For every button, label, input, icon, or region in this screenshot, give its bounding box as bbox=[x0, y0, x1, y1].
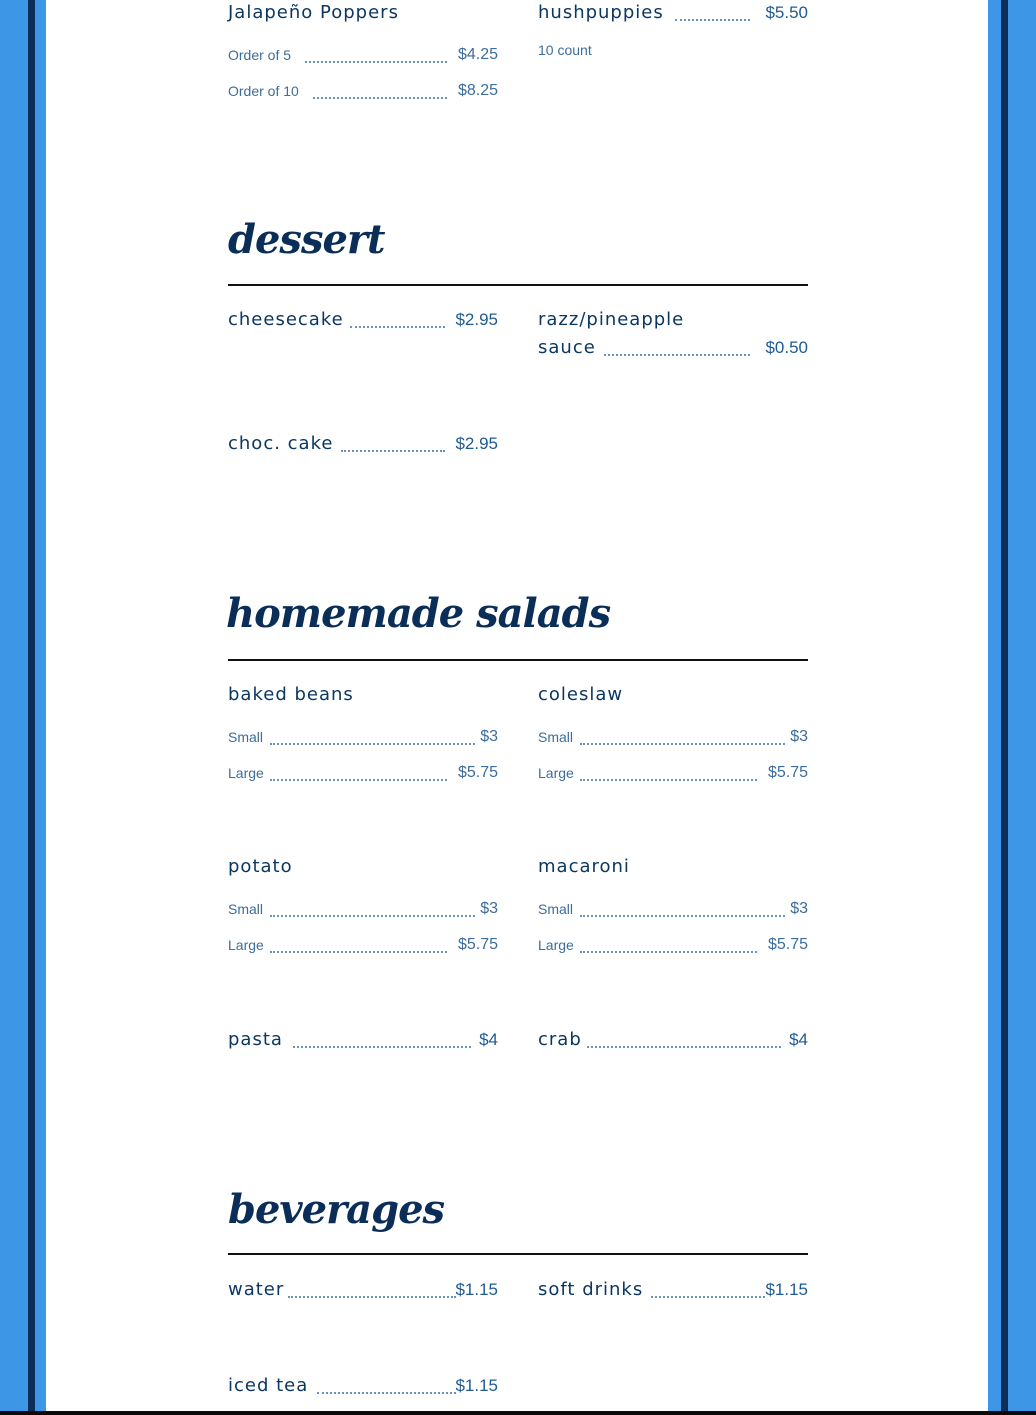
option-price: $5.75 bbox=[767, 764, 808, 781]
leader-dots bbox=[580, 951, 757, 953]
leader-dots bbox=[270, 779, 447, 781]
option-label: Small bbox=[228, 901, 264, 917]
bottom-edge bbox=[0, 1411, 1036, 1415]
right-border-outer bbox=[1008, 0, 1036, 1415]
option-price: $4.25 bbox=[457, 46, 498, 63]
left-border-inner bbox=[35, 0, 46, 1415]
item-price: $1.15 bbox=[455, 1280, 498, 1299]
item-name: water bbox=[228, 1279, 285, 1300]
item-price: $1.15 bbox=[455, 1376, 498, 1395]
item-price: $0.50 bbox=[765, 338, 808, 357]
item-name: baked beans bbox=[228, 684, 354, 705]
leader-dots bbox=[341, 450, 445, 452]
item-name-line2: sauce bbox=[538, 337, 596, 358]
option-price: $3 bbox=[790, 728, 808, 745]
item-name: coleslaw bbox=[538, 684, 624, 705]
leader-dots bbox=[587, 1046, 781, 1048]
item-name-line1: razz/pineapple bbox=[538, 309, 685, 330]
item-name: hushpuppies bbox=[538, 2, 664, 23]
leader-dots bbox=[313, 97, 447, 99]
item-price: $5.50 bbox=[765, 3, 808, 22]
section-divider bbox=[228, 659, 808, 661]
item-name: macaroni bbox=[538, 856, 630, 877]
option-price: $5.75 bbox=[457, 764, 498, 781]
option-label: Small bbox=[538, 901, 574, 917]
section-divider bbox=[228, 284, 808, 286]
leader-dots bbox=[317, 1392, 456, 1394]
item-name: soft drinks bbox=[538, 1279, 644, 1300]
item-price: $2.95 bbox=[455, 434, 498, 453]
leader-dots bbox=[305, 61, 447, 63]
item-name: cheesecake bbox=[228, 309, 344, 330]
option-price: $3 bbox=[790, 900, 808, 917]
section-title-dessert: dessert bbox=[228, 216, 385, 263]
leader-dots bbox=[604, 354, 750, 356]
left-border-stripe bbox=[28, 0, 35, 1415]
leader-dots bbox=[293, 1046, 471, 1048]
leader-dots bbox=[288, 1296, 456, 1298]
item-name: Jalapeño Poppers bbox=[228, 2, 399, 23]
section-title-salads: homemade salads bbox=[226, 590, 611, 637]
leader-dots bbox=[350, 326, 445, 328]
item-price: $1.15 bbox=[765, 1280, 808, 1299]
section-divider bbox=[228, 1253, 808, 1255]
item-name: crab bbox=[538, 1029, 582, 1050]
left-border-outer bbox=[0, 0, 28, 1415]
leader-dots bbox=[675, 19, 750, 21]
option-label: Order of 10 bbox=[228, 83, 299, 99]
option-price: $5.75 bbox=[767, 936, 808, 953]
item-price: $4 bbox=[479, 1030, 498, 1049]
option-label: Large bbox=[538, 937, 574, 953]
section-title-beverages: beverages bbox=[228, 1186, 445, 1233]
option-label: Large bbox=[538, 765, 574, 781]
item-name: potato bbox=[228, 856, 293, 877]
option-label: Large bbox=[228, 765, 264, 781]
item-price: $4 bbox=[789, 1030, 808, 1049]
option-price: $3 bbox=[480, 900, 498, 917]
option-price: $5.75 bbox=[457, 936, 498, 953]
item-name: iced tea bbox=[228, 1375, 309, 1396]
item-name: pasta bbox=[228, 1029, 283, 1050]
option-label: Small bbox=[538, 729, 574, 745]
option-label: Small bbox=[228, 729, 264, 745]
option-label: Large bbox=[228, 937, 264, 953]
right-border-stripe bbox=[1001, 0, 1008, 1415]
leader-dots bbox=[270, 951, 447, 953]
item-note: 10 count bbox=[538, 42, 592, 58]
option-label: Order of 5 bbox=[228, 47, 292, 63]
option-price: $8.25 bbox=[457, 82, 498, 99]
option-price: $3 bbox=[480, 728, 498, 745]
leader-dots bbox=[580, 779, 757, 781]
item-price: $2.95 bbox=[455, 310, 498, 329]
leader-dots bbox=[651, 1296, 765, 1298]
item-name: choc. cake bbox=[228, 433, 334, 454]
right-border-inner bbox=[988, 0, 1001, 1415]
